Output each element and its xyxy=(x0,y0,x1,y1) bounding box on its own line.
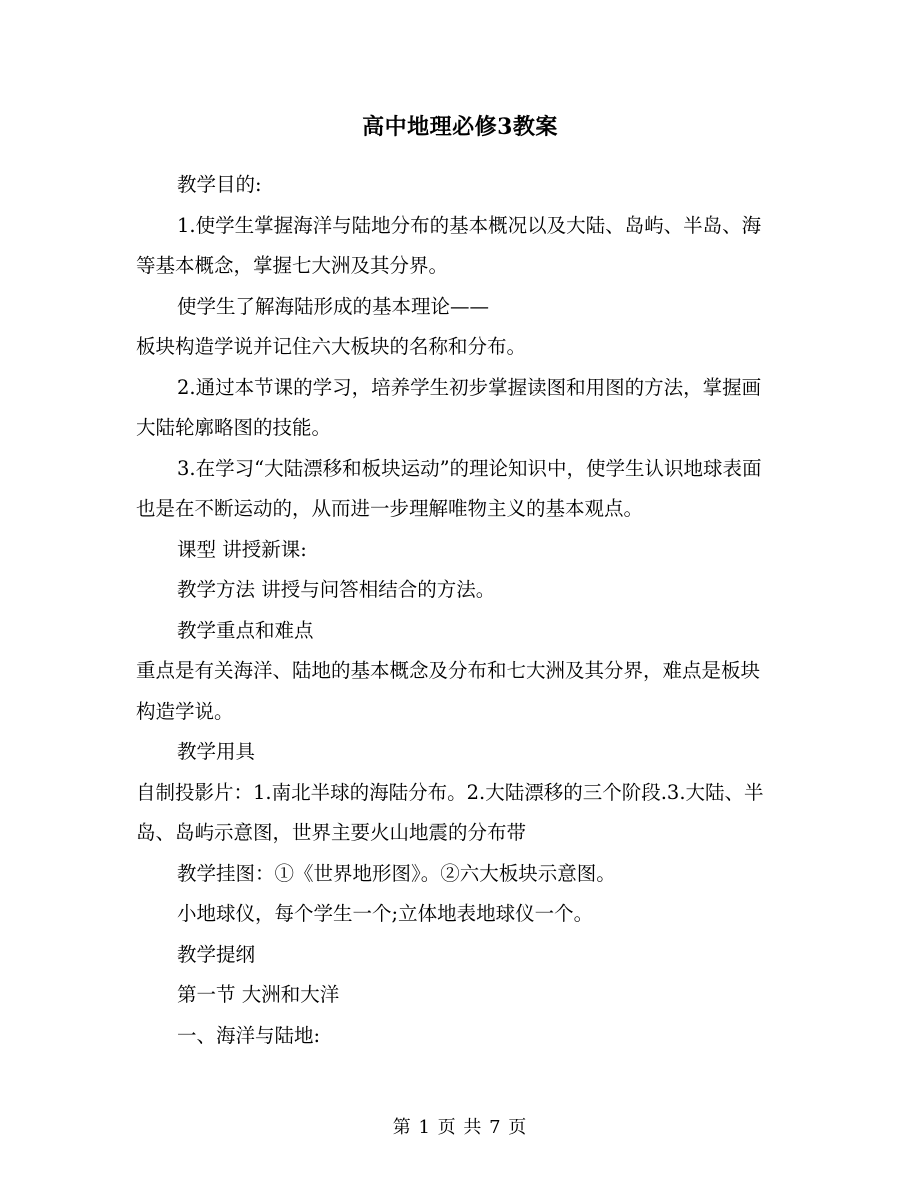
paragraph: 重点是有关海洋、陆地的基本概念及分布和七大洲及其分界，难点是板块构造学说。 xyxy=(136,659,761,723)
paragraph: 第一节 大洲和大洋 xyxy=(177,983,340,1006)
paragraph: 教学方法 讲授与问答相结合的方法。 xyxy=(177,578,496,601)
paragraph: 板块构造学说并记住六大板块的名称和分布。 xyxy=(136,335,527,358)
paragraph: 2.通过本节课的学习，培养学生初步掌握读图和用图的方法，掌握画大陆轮廓略图的技能。 xyxy=(136,375,762,439)
document-body xyxy=(136,165,776,1056)
paragraph: 教学重点和难点 xyxy=(177,618,314,642)
paragraph: 3.在学习“大陆漂移和板块运动”的理论知识中，使学生认识地球表面也是在不断运动的，从而进一步理解唯物主义的基本观点。 xyxy=(136,456,762,520)
paragraph: 教学目的: xyxy=(177,173,262,196)
paragraph: 教学用具 xyxy=(177,740,256,763)
paragraph: 课型 讲授新课: xyxy=(177,537,307,561)
paragraph: 小地球仪，每个学生一个;立体地表地球仪一个。 xyxy=(177,902,594,925)
paragraph: 自制投影片：1.南北半球的海陆分布。2.大陆漂移的三个阶段.3.大陆、半岛、岛屿示意图，世界主要火山地震的分布带 xyxy=(136,780,764,844)
paragraph: 教学挂图：①《世界地形图》。②六大板块示意图。 xyxy=(177,861,616,885)
paragraph: 使学生了解海陆形成的基本理论—— xyxy=(177,294,490,318)
document-title: 高中地理必修3教案 xyxy=(362,114,558,140)
paragraph: 1.使学生掌握海洋与陆地分布的基本概况以及大陆、岛屿、半岛、海等基本概念，掌握七大洲及其分界。 xyxy=(136,213,762,277)
paragraph: 一、海洋与陆地: xyxy=(177,1023,321,1047)
page-footer: 第 1 页 共 7 页 xyxy=(392,1117,528,1138)
paragraph: 教学提纲 xyxy=(177,942,256,966)
